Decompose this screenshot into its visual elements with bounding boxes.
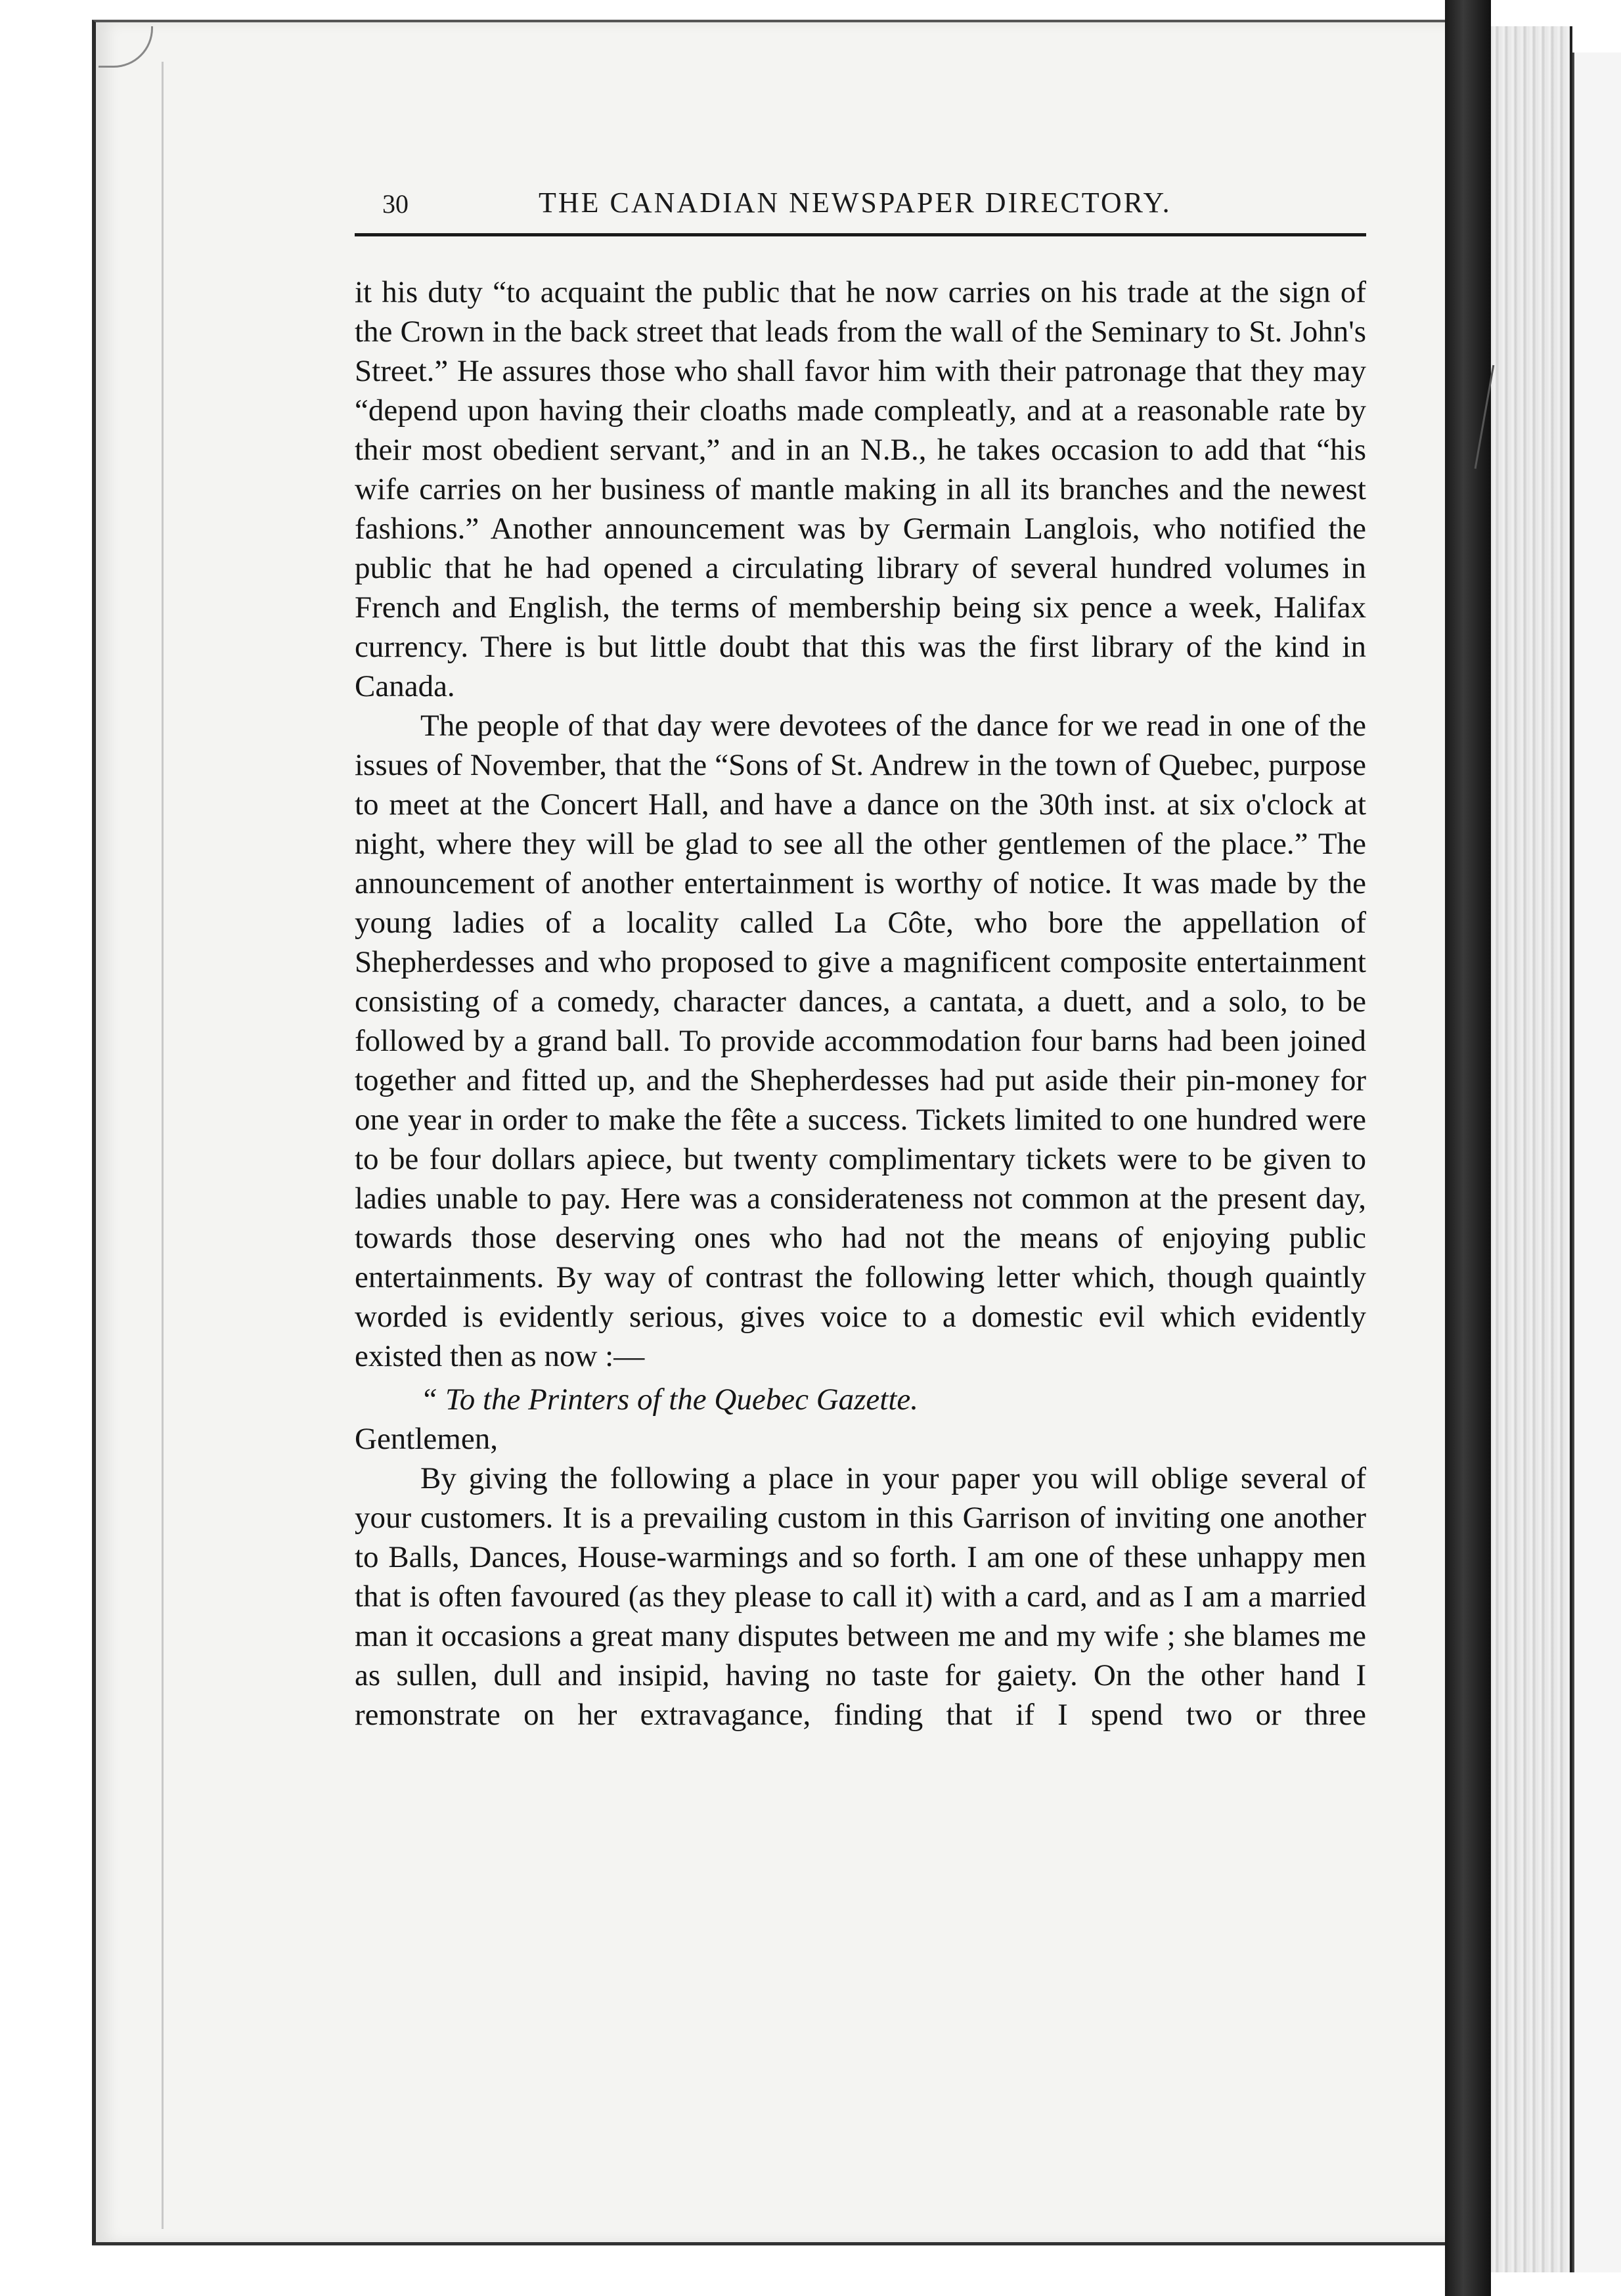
body-text <box>355 273 1366 1734</box>
paragraph-dance: The people of that day were devotees of the dance for we read in one of the issues of November, that the “Sons of St. Andrew in the town of Quebec, purpose to meet at the Concert Hall, and have a dance on the 30th inst. at six o'clock at night, where they will be glad to see all the other gentlemen of the place.” The announcement of another entertainment is worthy of notice. It was made by the young ladies of a locality called La Côte, who bore the appellation of Shepherdesses and who proposed to give a magnificent composite entertainment consisting of a comedy, character dances, a cantata, a duett, and a solo, to be followed by a grand ball. To provide accommodation four barns had been joined together and fitted up, and the Shepherdesses had put aside their pin-money for one year in order to make the fête a success. Tickets limited to one hundred were to be four dollars apiece, but twenty complimentary tickets were to be given to ladies unable to pay. Here was a considerateness not common at the present day, towards those deserving ones who had not the means of enjoying public entertainments. By way of contrast the following letter which, though quaintly worded is evidently serious, gives voice to a domestic evil which evidently existed then as now :— <box>355 709 1366 1373</box>
running-header <box>355 181 1366 236</box>
paragraph-continuation: it his duty “to acquaint the public that he now carries on his trade at the sign of the Crown in the back street that leads from the wall of the Seminary to St. John's Street.” He assures those who shall favor him with their patronage that they may “depend upon having their cloaths made compleatly, and at a reasonable rate by their most obedient servant,” and in an N.B., he takes occasion to add that “his wife carries on her business of mantle making in all its branches and the newest fashions.” Another announcement was by Germain Langlois, who notified the public that he had opened a circulating library of several hundred volumes in French and English, the terms of membership being six pence a week, Halifax currency. There is but little doubt that this was the first library of the kind in Canada. <box>355 275 1366 703</box>
page-edge-shadow <box>162 62 164 2229</box>
book-binding-gutter <box>1445 0 1491 2296</box>
letter-body: By giving the following a place in your paper you will oblige several of your customers. It is a prevailing custom in this Garrison of inviting one another to Balls, Dances, House-warmings and so forth. I am one of these unhappy men that is often favoured (as they please to call it) with a card, and as I am a married man it occasions a great many disputes between me and my wife ; she blames me as sullen, dull and insipid, having no taste for gaiety. On the other hand I remonstrate on her extravagance, finding that if I spend two or three <box>355 1461 1366 1732</box>
adjacent-page-edges <box>1491 26 1572 2272</box>
letter-address-line: “ To the Printers of the Quebec Gazette. <box>420 1382 919 1417</box>
letter-salutation: Gentlemen, <box>355 1422 498 1456</box>
page-number: 30 <box>382 189 409 219</box>
running-title: THE CANADIAN NEWSPAPER DIRECTORY. <box>539 187 1172 219</box>
adjacent-page <box>1572 53 1621 2272</box>
